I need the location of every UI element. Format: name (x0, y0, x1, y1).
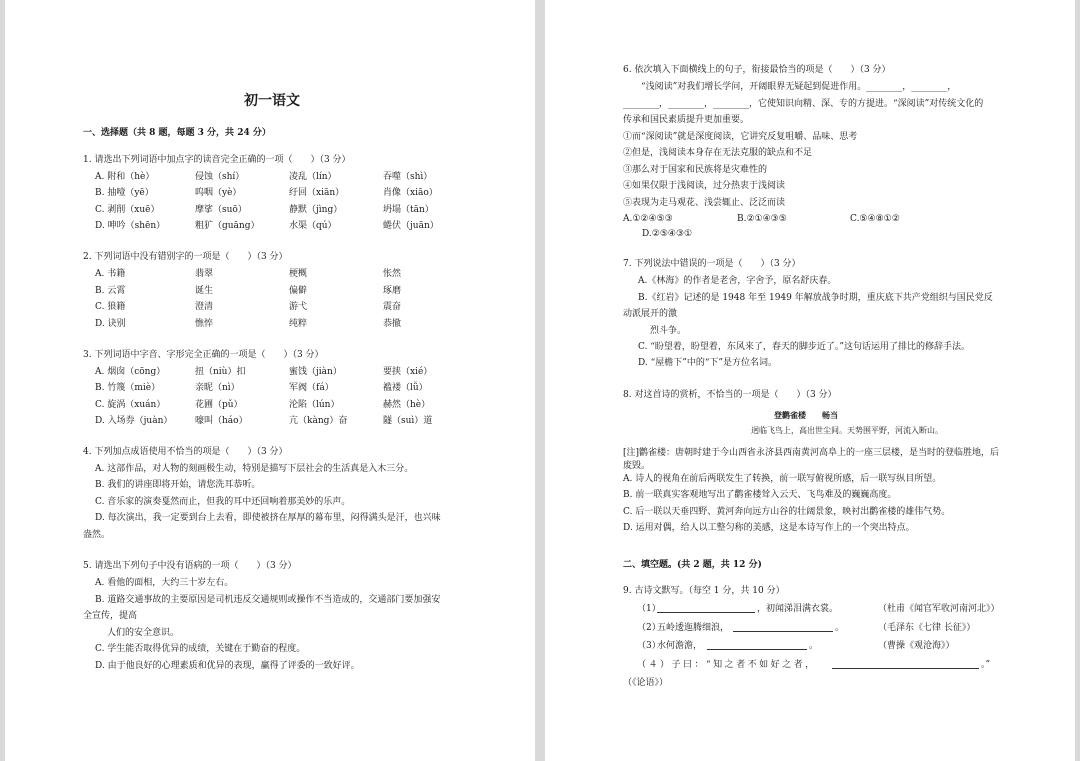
option-b-2: 亲昵（nì） (195, 383, 240, 393)
option-d-3: 亢（kàng）奋 (289, 416, 348, 426)
option-a: A. 诗人的视角在前后两联发生了转换，前一联写俯视所感，后一联写纵目所望。 (623, 474, 942, 484)
poem-title: 登鹳雀楼 畅当 (774, 411, 838, 420)
passage-line: 传承和国民素质提升更加重要。 (623, 115, 750, 125)
option-b-1: B. 云霄 (95, 286, 126, 296)
option-d-4: 隧（suì）道 (383, 416, 433, 426)
option-c-4: 赫然（hè） (383, 400, 431, 410)
option-c-1: C. 旋涡（xuán） (95, 400, 166, 410)
option-a-1: A. 烟囱（cōng） (95, 367, 166, 377)
option-a-4: 吞噬（shì） (383, 172, 433, 182)
option-b-3: 军阀（fá） (289, 383, 334, 393)
option-c-3: 沦陷（lún） (289, 400, 340, 410)
option-b: B. 前一联真实客观地写出了鹳雀楼耸入云天、飞鸟难及的巍巍高度。 (623, 490, 897, 500)
answer-blank[interactable] (832, 659, 979, 669)
option-b-continued: 全宣传，提高 (83, 611, 138, 621)
item-source: （曹操《观沧海》） (878, 641, 955, 651)
question-5-stem: 5. 请选出下列句子中没有语病的一项（ ）（3 分） (83, 561, 297, 571)
option-a-2: 侵蚀（shí） (195, 172, 245, 182)
poem-text: 迥临飞鸟上，高出世尘间。天势围平野，河流入断山。 (751, 426, 943, 435)
option-a-2: 扭（niù）扣 (195, 367, 246, 377)
option-c: C. “盼望着，盼望着，东风来了，春天的脚步近了。”这句话运用了排比的修辞手法。 (638, 342, 970, 352)
item-text-end: 。 (835, 623, 845, 633)
option-a-3: 梗概 (289, 269, 308, 279)
question-2-stem: 2. 下列词语中没有错别字的一项是（ ）（3 分） (83, 252, 288, 262)
poem-note: [注]鹳雀楼：唐朝时建于今山西省永济县西南黄河高阜上的一座三层楼，是当时的登临胜地，后 (623, 448, 1000, 458)
option-d: D. 运用对偶，给人以工整匀称的美感，这是本诗写作上的一个突出特点。 (623, 523, 915, 533)
option-b-2: 呜咽（yè） (195, 188, 242, 198)
answer-blank[interactable] (707, 640, 807, 650)
option-d-4: 恭撤 (383, 319, 402, 329)
item-text: 五岭逶迤腾细浪， (657, 623, 730, 633)
item-source-name: 《论语》 (632, 678, 660, 688)
option-c: C. 后一联以天垂四野、黄河奔向远方山谷的壮阔景象，映衬出鹳雀楼的雄伟气势。 (623, 507, 951, 517)
option-c-2: 花圃（pǔ） (195, 400, 243, 410)
question-4-stem: 4. 下列加点成语使用不恰当的项是（ ）（3 分） (83, 447, 288, 457)
option-c-2: 摩挲（suō） (195, 205, 247, 215)
item-text-end: 。 (809, 641, 819, 651)
option-d-2: 憔悴 (195, 319, 214, 329)
sentence-1: ①而“深阅读”就是深度阅读，它讲究反复咀嚼、品味、思考 (623, 132, 858, 142)
option-b-3: 偏僻 (289, 286, 308, 296)
option-c-4: 坍塌（tān） (383, 205, 434, 215)
option-c: C.⑤④⑧①② (850, 214, 900, 224)
item-text: （４）子曰：“知之者不如好之者， (637, 660, 817, 670)
option-b-2: 诞生 (195, 286, 214, 296)
option-a-4: 怅然 (383, 269, 402, 279)
option-b-3: 纡回（xiān） (289, 188, 345, 198)
option-d-2: 嚎叫（háo） (195, 416, 248, 426)
item-source: （毛泽东《七律 长征》） (878, 623, 976, 633)
option-a: A. 看他的面相，大约三十岁左右。 (95, 578, 234, 588)
question-8-stem: 8. 对这首诗的赏析，不恰当的一项是（ ）（3 分） (623, 390, 837, 400)
option-c: C. 学生能否取得优异的成绩，关键在于勤奋的程度。 (95, 644, 306, 654)
passage-line: ________，________，________，它使知识向精、深、专的方提进。“深阅读”对传统文化的 (623, 99, 984, 109)
option-a-2: 翡翠 (195, 269, 214, 279)
option-d-continued: 盎然。 (83, 530, 111, 540)
option-c-2: 澄清 (195, 302, 214, 312)
option-b: B. 我们的讲座即将开始，请您洗耳恭听。 (95, 480, 261, 490)
option-d-1: D. 呻吟（shēn） (95, 221, 166, 231)
answer-blank[interactable] (733, 622, 833, 632)
option-c-1: C. 狼籍 (95, 302, 126, 312)
option-a-4: 要挟（xié） (383, 367, 433, 377)
option-c-1: C. 剥削（xuē） (95, 205, 160, 215)
option-b-continued: 人们的安全意识。 (107, 628, 180, 638)
item-source: （杜甫《闻官军收河南河北》） (878, 604, 1000, 614)
option-b-4: 褴褛（lǚ） (383, 383, 428, 393)
option-a-1: A. 附和（hè） (95, 172, 155, 182)
item-text-end: 。” (981, 660, 991, 670)
option-b-1: B. 抽噎（yē） (95, 188, 154, 198)
section-heading-choice: 一、选择题（共 8 题，每题 3 分，共 24 分） (83, 128, 271, 138)
option-b: B.②①④③⑤ (737, 214, 787, 224)
option-b-continued: 动派展开的激 (623, 309, 678, 319)
sentence-2: ②但是，浅阅读本身存在无法克服的缺点和不足 (623, 148, 813, 158)
sentence-3: ③那么对于国家和民族将是灾难性的 (623, 165, 768, 175)
section-heading-fill: 二、填空题。(共 2 题，共 12 分) (623, 560, 762, 570)
page-title: 初一语文 (244, 93, 300, 109)
poem-note-continued: 废毁。 (623, 461, 651, 471)
option-a: A. 这部作品，对人物的刻画极生动，特别是描写下层社会的生活真是入木三分。 (95, 464, 414, 474)
option-d-1: D. 诀别 (95, 319, 126, 329)
passage-line: “浅阅读”对我们增长学问，开阔眼界无疑起到促进作用。________，________， (641, 82, 957, 92)
option-a-1: A. 书籍 (95, 269, 126, 279)
option-d-4: 蜷伏（juān） (383, 221, 439, 231)
item-number: （3） (637, 641, 661, 651)
item-number: （1） (637, 604, 661, 614)
option-b: B.《红岩》记述的是 1948 年至 1949 年解放战争时期，重庆底下共产党组织与国民党反 (638, 293, 993, 303)
option-d-3: 纯粹 (289, 319, 308, 329)
option-c: C. 音乐家的演奏戛然而止，但我的耳中还回响着那美妙的乐声。 (95, 497, 351, 507)
question-1-stem: 1. 请选出下列词语中加点字的读音完全正确的一项（ ）（3 分） (83, 155, 351, 165)
item-source: （《论语》） (623, 678, 669, 688)
option-b-4: 琢磨 (383, 286, 402, 296)
option-b-4: 肖像（xiāo） (383, 188, 438, 198)
option-a: A.《林海》的作者是老舍，字舍予，原名舒庆春。 (638, 276, 837, 286)
item-number: （2） (637, 623, 661, 633)
sentence-4: ④如果仅限于浅阅读，过分热衷于浅阅读 (623, 181, 786, 191)
option-b-1: B. 竹篾（miè） (95, 383, 161, 393)
option-d-1: D. 入场券（juàn） (95, 416, 173, 426)
right-page (545, 0, 1075, 761)
option-d: D. 每次演出，我一定要到台上去看，即使被挤在厚厚的幕布里，闷得满头是汗，也兴味 (95, 513, 441, 523)
option-d-2: 粗犷（guāng） (195, 221, 260, 231)
option-d: D.②⑤④③① (642, 229, 693, 239)
option-a-3: 蜜饯（jiàn） (289, 367, 342, 377)
option-d-3: 水渠（qú） (289, 221, 337, 231)
item-text: 水何澹澹， (657, 641, 703, 651)
option-c-3: 游弋 (289, 302, 308, 312)
question-9-stem: 9. 古诗文默写。（每空 1 分，共 10 分） (623, 586, 785, 596)
option-a-3: 凌乱（lín） (289, 172, 337, 182)
sentence-5: ⑤表现为走马观花、浅尝辄止、泛泛而读 (623, 198, 786, 208)
answer-blank[interactable] (657, 603, 755, 613)
left-page (5, 0, 535, 761)
option-d: D. “屋檐下”中的“下”是方位名词。 (638, 358, 778, 368)
option-c-4: 震奋 (383, 302, 402, 312)
option-c-3: 静默（jìng） (289, 205, 343, 215)
question-7-stem: 7. 下列说法中错误的一项是（ ）（3 分） (623, 259, 801, 269)
option-b: B. 道路交通事故的主要原因是司机违反交通规则或操作不当造成的，交通部门要加强安 (95, 595, 441, 605)
question-6-stem: 6. 依次填入下面横线上的句子，衔接最恰当的项是（ ）（3 分） (623, 65, 891, 75)
item-text: ，初闻涕泪满衣裳。 (757, 604, 839, 614)
option-d: D. 由于他良好的心理素质和优异的表现，赢得了评委的一致好评。 (95, 661, 360, 671)
question-3-stem: 3. 下列词语中字音、字形完全正确的一项是（ ）（3 分） (83, 350, 324, 360)
option-a: A.①②④⑤③ (623, 214, 673, 224)
option-b-continued: 烈斗争。 (650, 326, 687, 336)
